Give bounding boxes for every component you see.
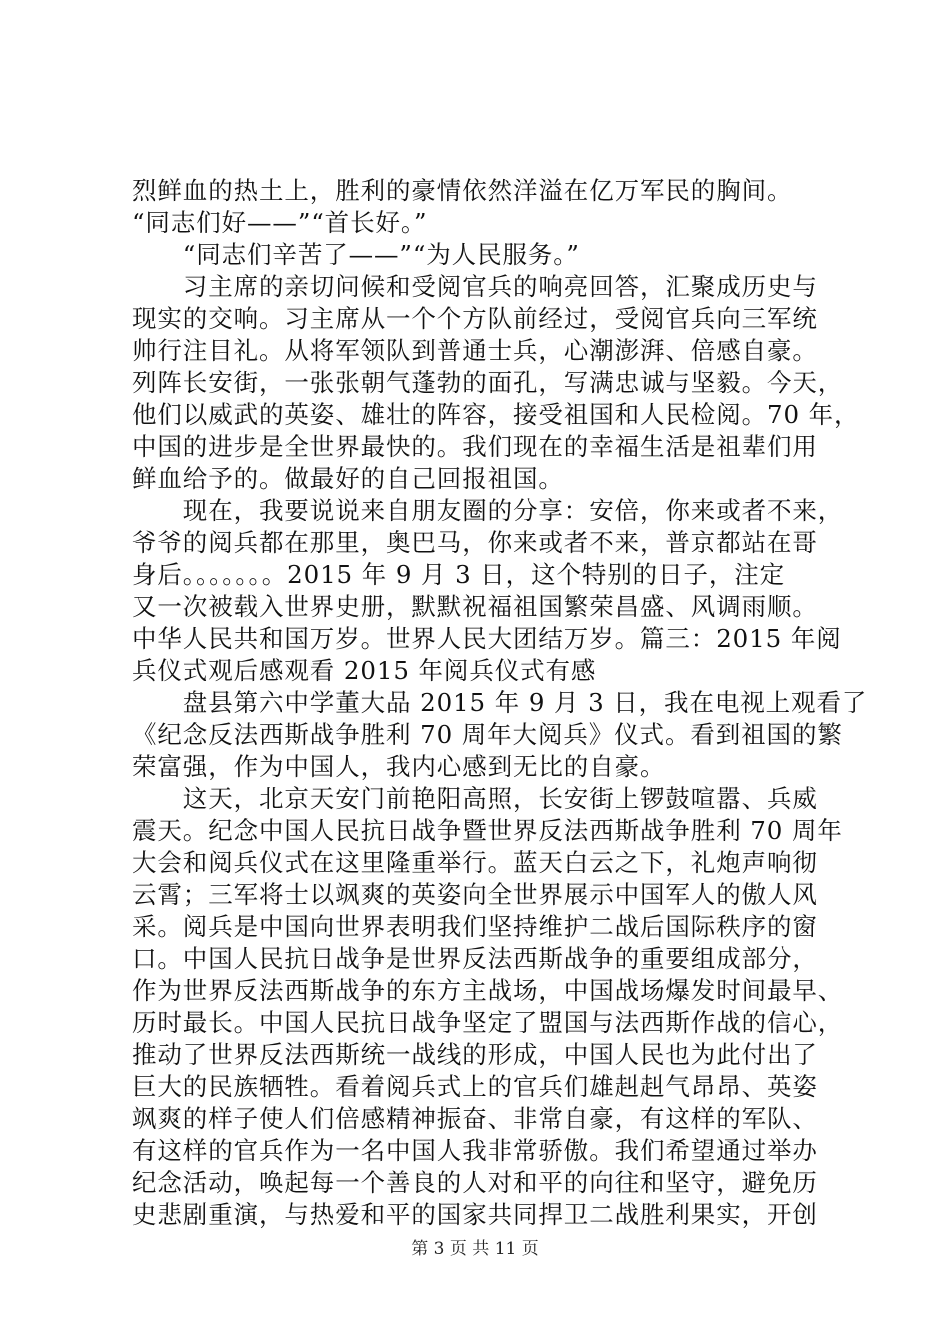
body-text-line: 列阵长安街，一张张朝气蓬勃的面孔，写满忠诚与坚毅。今天，	[132, 368, 844, 397]
body-text-line: 现在，我要说说来自朋友圈的分享：安倍，你来或者不来，	[132, 496, 844, 525]
body-text-line: 习主席的亲切问候和受阅官兵的响亮回答，汇聚成历史与	[132, 272, 818, 301]
body-text-line: 这天，北京天安门前艳阳高照，长安街上锣鼓喧嚣、兵威	[132, 784, 818, 813]
body-text-line: 他们以威武的英姿、雄壮的阵容，接受祖国和人民检阅。70 年，	[132, 400, 860, 429]
body-text-line: 中华人民共和国万岁。世界人民大团结万岁。篇三：2015 年阅	[132, 624, 842, 653]
body-text-line: 鲜血给予的。做最好的自己回报祖国。	[132, 464, 564, 493]
body-text-line: 又一次被载入世界史册，默默祝福祖国繁荣昌盛、风调雨顺。	[132, 592, 818, 621]
body-text-line: 烈鲜血的热土上，胜利的豪情依然洋溢在亿万军民的胸间。	[132, 176, 793, 205]
body-text-line: 荣富强，作为中国人，我内心感到无比的自豪。	[132, 752, 666, 781]
body-text-line: 《纪念反法西斯战争胜利 70 周年大阅兵》仪式。看到祖国的繁	[132, 720, 843, 749]
body-text-line: “同志们好——”“首长好。”	[132, 208, 428, 237]
body-text-line: 爷爷的阅兵都在那里，奥巴马，你来或者不来，普京都站在哥	[132, 528, 818, 557]
body-text-line: “同志们辛苦了——”“为人民服务。”	[132, 240, 580, 269]
page-number-footer: 第 3 页 共 11 页	[411, 1239, 539, 1259]
body-text-line: 采。阅兵是中国向世界表明我们坚持维护二战后国际秩序的窗	[132, 912, 818, 941]
body-text-line: 纪念活动，唤起每一个善良的人对和平的向往和坚守，避免历	[132, 1168, 818, 1197]
body-text-line: 大会和阅兵仪式在这里隆重举行。蓝天白云之下，礼炮声响彻	[132, 848, 818, 877]
body-text-line: 史悲剧重演，与热爱和平的国家共同捍卫二战胜利果实，开创	[132, 1200, 818, 1229]
body-text-line: 历时最长。中国人民抗日战争坚定了盟国与法西斯作战的信心，	[132, 1008, 844, 1037]
body-text-line: 身后。。。。。。。2015 年 9 月 3 日，这个特别的日子，注定	[132, 560, 786, 589]
body-text-line: 口。中国人民抗日战争是世界反法西斯战争的重要组成部分，	[132, 944, 818, 973]
body-text-line: 推动了世界反法西斯统一战线的形成，中国人民也为此付出了	[132, 1040, 818, 1069]
body-text-line: 作为世界反法西斯战争的东方主战场，中国战场爆发时间最早、	[132, 976, 844, 1005]
body-text-line: 有这样的官兵作为一名中国人我非常骄傲。我们希望通过举办	[132, 1136, 818, 1165]
body-text-line: 飒爽的样子使人们倍感精神振奋、非常自豪，有这样的军队、	[132, 1104, 818, 1133]
body-text-line: 帅行注目礼。从将军领队到普通士兵，心潮澎湃、倍感自豪。	[132, 336, 818, 365]
body-text-line: 云霄；三军将士以飒爽的英姿向全世界展示中国军人的傲人风	[132, 880, 818, 909]
body-text-line: 现实的交响。习主席从一个个方队前经过，受阅官兵向三军统	[132, 304, 818, 333]
body-text-line: 巨大的民族牺牲。看着阅兵式上的官兵们雄赳赳气昂昂、英姿	[132, 1072, 818, 1101]
body-text-line: 中国的进步是全世界最快的。我们现在的幸福生活是祖辈们用	[132, 432, 818, 461]
body-text-line: 兵仪式观后感观看 2015 年阅兵仪式有感	[132, 656, 597, 685]
body-text-line: 震天。纪念中国人民抗日战争暨世界反法西斯战争胜利 70 周年	[132, 816, 843, 845]
body-text-line: 盘县第六中学董大品 2015 年 9 月 3 日，我在电视上观看了	[132, 688, 868, 717]
